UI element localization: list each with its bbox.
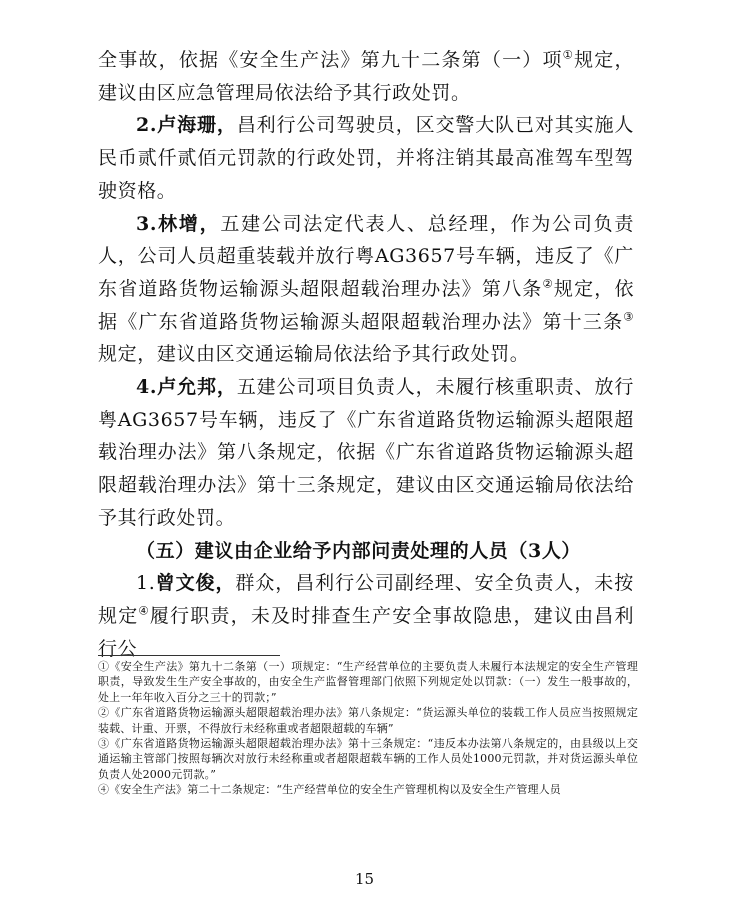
- person-name: 曾文俊，: [155, 572, 236, 595]
- person-name: 2.卢海珊，: [136, 114, 237, 137]
- footnote-2: ②《广东省道路货物运输源头超限超载治理办法》第八条规定：“货运源头单位的装载工作人员应当按照规定装载、计重、开票，不得放行未经称重或者超限超载的车辆”: [98, 706, 638, 735]
- section-heading: （五）建议由企业给予内部问责处理的人员（3人）: [136, 539, 582, 562]
- body-text: [98, 44, 634, 665]
- footnote-mark: ①: [562, 47, 575, 62]
- footnotes: [98, 659, 638, 798]
- paragraph-continuation: 全事故，依据《安全生产法》第九十二条第（一）项①规定，建议由区应急管理局依法给予其行政处罚。: [98, 47, 635, 104]
- footnote-3: ③《广东省道路货物运输源头超限超载治理办法》第十三条规定：“违反本办法第八条规定的，由县级以上交通运输主管部门按照每辆次对放行未经称重或者超限超载车辆的工作人员处1000元罚款，并对货运源头单位负责人处2000元罚款。”: [98, 737, 638, 781]
- footnote-mark: ③: [623, 309, 635, 324]
- footnote-4: ④《安全生产法》第二十二条规定：“生产经营单位的安全生产管理机构以及安全生产管理人员: [98, 783, 561, 797]
- paragraph-lin-zeng: 3.林增，五建公司法定代表人、总经理，作为公司负责人，公司人员超重装载并放行粤AG3657号车辆，违反了《广东省道路货物运输源头超限超载治理办法》第八条②规定，依据《广东省道路货物运输源头超限超载治理办法》第十三条③规定，建议由区交通运输局依法给予其行政处罚。: [98, 212, 635, 366]
- footnote-mark: ④: [138, 603, 150, 618]
- paragraph-zeng-wenjun: 1.曾文俊，群众，昌利行公司副经理、安全负责人，未按规定④履行职责，未及时排查生产安全事故隐患，建议由昌利行公: [98, 572, 635, 660]
- footnote-mark: ②: [542, 276, 554, 291]
- footnote-separator: [98, 655, 280, 656]
- paragraph-lu-haishan: 2.卢海珊，昌利行公司驾驶员，区交警大队已对其实施人民币贰仟贰佰元罚款的行政处罚，并将注销其最高准驾车型驾驶资格。: [98, 114, 634, 202]
- person-name: 4.卢允邦，: [136, 376, 237, 399]
- person-name: 3.林增，: [136, 212, 221, 235]
- footnote-1: ①《安全生产法》第九十二条第（一）项规定：“生产经营单位的主要负责人未履行本法规定的安全生产管理职责，导致发生生产安全事故的，由安全生产监督管理部门依照下列规定处以罚款：（一）发生一般事故的，处上一年年收入百分之三十的罚款；”: [98, 660, 638, 704]
- paragraph-lu-yunbang: 4.卢允邦，五建公司项目负责人，未履行核重职责、放行粤AG3657号车辆，违反了《广东省道路货物运输源头超限超载治理办法》第八条规定，依据《广东省道路货物运输源头超限超载治理办法》第十三条规定，建议由区交通运输局依法给予其行政处罚。: [98, 376, 634, 529]
- page-number: 15: [354, 870, 375, 888]
